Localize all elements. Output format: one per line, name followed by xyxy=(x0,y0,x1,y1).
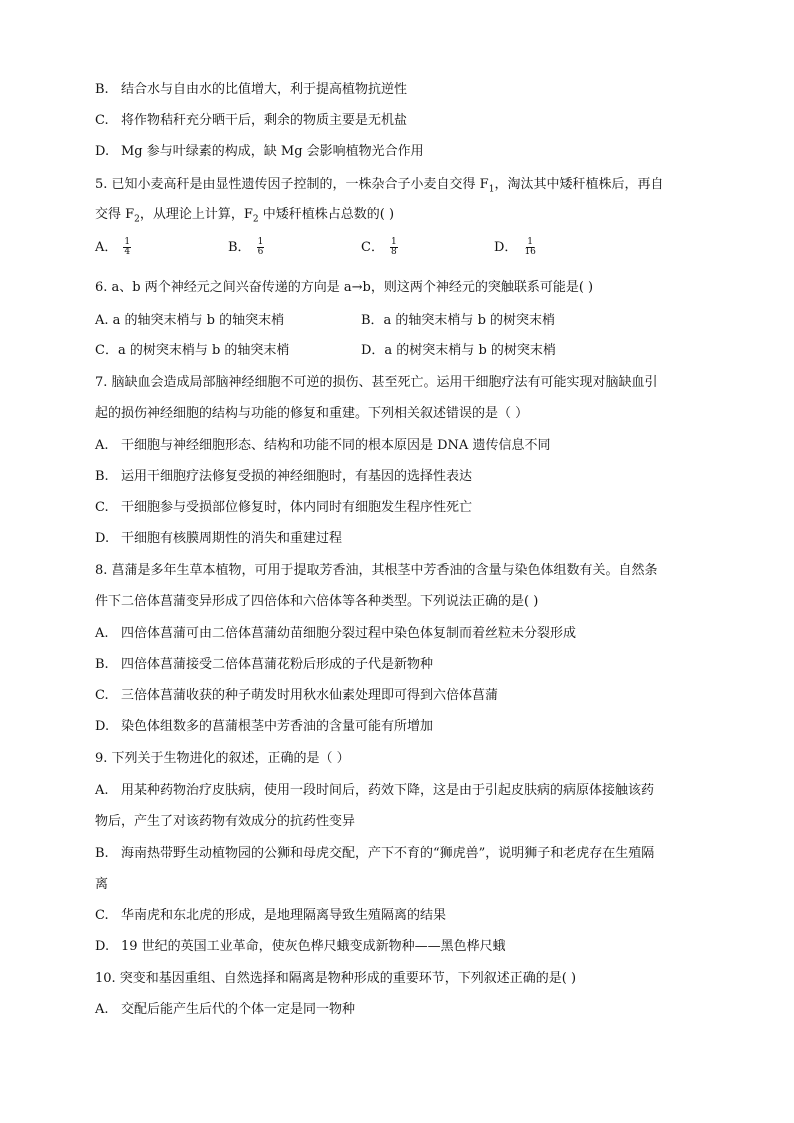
q5-stem-line2: 交得 $F_2$，从理论上计算，$F_2$ 中矮秆植株占总数的( ) xyxy=(95,207,395,225)
q7-option-d: D. 干细胞有核膜周期性的消失和重建过程 xyxy=(95,531,343,546)
q10-option-a: A. 交配后能产生后代的个体一定是同一物种 xyxy=(95,1002,356,1017)
q4-option-d: D. Mg 参与叶绿素的构成，缺 Mg 会影响植物光合作用 xyxy=(95,144,424,159)
q7-option-b: B. 运用干细胞疗法修复受损的神经细胞时，有基因的选择性表达 xyxy=(95,469,473,484)
q8-option-d: D. 染色体组数多的菖蒲根茎中芳香油的含量可能有所增加 xyxy=(95,719,434,734)
q5-options xyxy=(95,238,627,257)
q7-stem-line1: 7. 脑缺血会造成局部脑神经细胞不可逆的损伤、甚至死亡。运用干细胞疗法有可能实现对脑缺血引 xyxy=(95,375,658,390)
q6-options-row1: A. a 的轴突末梢与 b 的轴突末梢 B．a 的轴突末梢与 b 的树突末梢 xyxy=(95,313,556,328)
q8-option-c: C. 三倍体菖蒲收获的种子萌发时用秋水仙素处理即可得到六倍体菖蒲 xyxy=(95,688,499,703)
q4-option-b: B. 结合水与自由水的比值增大，利于提高植物抗逆性 xyxy=(95,82,408,97)
q7-option-c: C. 干细胞参与受损部位修复时，体内同时有细胞发生程序性死亡 xyxy=(95,500,473,515)
q8-stem-line1: 8. 菖蒲是多年生草本植物，可用于提取芳香油，其根茎中芳香油的含量与染色体组数有关。自然条 xyxy=(95,563,658,578)
q9-option-b-line2: 离 xyxy=(95,877,109,892)
q10-stem: 10. 突变和基因重组、自然选择和隔离是物种形成的重要环节，下列叙述正确的是( ) xyxy=(95,971,577,986)
fraction: $\frac{1}{16}$ xyxy=(524,237,536,257)
q7-stem-line2: 起的损伤神经细胞的结构与功能的修复和重建。下列相关叙述错误的是（ ） xyxy=(95,406,529,421)
fraction: $\frac{1}{4}$ xyxy=(124,237,131,257)
q8-option-b: B. 四倍体菖蒲接受二倍体菖蒲花粉后形成的子代是新物种 xyxy=(95,657,434,672)
q5-option-b: B． $\frac{1}{6}$ xyxy=(228,237,264,257)
q9-option-a-line1: A. 用某种药物治疗皮肤病，使用一段时间后，药效下降，这是由于引起皮肤病的病原体接触该药 xyxy=(95,783,655,798)
q6-stem: 6. a、b 两个神经元之间兴奋传递的方向是 a→b，则这两个神经元的突触联系可能是( ) xyxy=(95,280,594,295)
q8-option-a: A. 四倍体菖蒲可由二倍体菖蒲幼苗细胞分裂过程中染色体复制而着丝粒未分裂形成 xyxy=(95,626,577,641)
q9-option-b-line1: B. 海南热带野生动植物园的公狮和母虎交配，产下不育的“狮虎兽”，说明狮子和老虎存在生殖隔 xyxy=(95,846,655,861)
q5-option-c: C． $\frac{1}{8}$ xyxy=(361,237,397,257)
q8-stem-line2: 件下二倍体菖蒲变异形成了四倍体和六倍体等各种类型。下列说法正确的是( ) xyxy=(95,594,539,609)
q5-stem-line1: 5. 已知小麦高秆是由显性遗传因子控制的，一株杂合子小麦自交得 $F_1$，淘汰其中矮秆植株后，再自 xyxy=(95,177,664,195)
q9-stem: 9. 下列关于生物进化的叙述，正确的是（ ） xyxy=(95,751,350,766)
q7-option-a: A. 干细胞与神经细胞形态、结构和功能不同的根本原因是 DNA 遗传信息不同 xyxy=(95,438,551,453)
q5-option-d: D． $\frac{1}{16}$ xyxy=(494,237,536,257)
q9-option-d: D. 19 世纪的英国工业革命，使灰色桦尺蛾变成新物种——黑色桦尺蛾 xyxy=(95,939,506,954)
q9-option-a-line2: 物后，产生了对该药物有效成分的抗药性变异 xyxy=(95,814,356,829)
q5-option-a: A． $\frac{1}{4}$ xyxy=(95,237,131,257)
q4-option-c: C. 将作物秸秆充分晒干后，剩余的物质主要是无机盐 xyxy=(95,113,408,128)
fraction: $\frac{1}{6}$ xyxy=(257,237,264,257)
q6-options-row2: C．a 的树突末梢与 b 的轴突末梢 D．a 的树突末梢与 b 的树突末梢 xyxy=(95,343,556,358)
q9-option-c: C. 华南虎和东北虎的形成，是地理隔离导致生殖隔离的结果 xyxy=(95,908,447,923)
fraction: $\frac{1}{8}$ xyxy=(390,237,397,257)
